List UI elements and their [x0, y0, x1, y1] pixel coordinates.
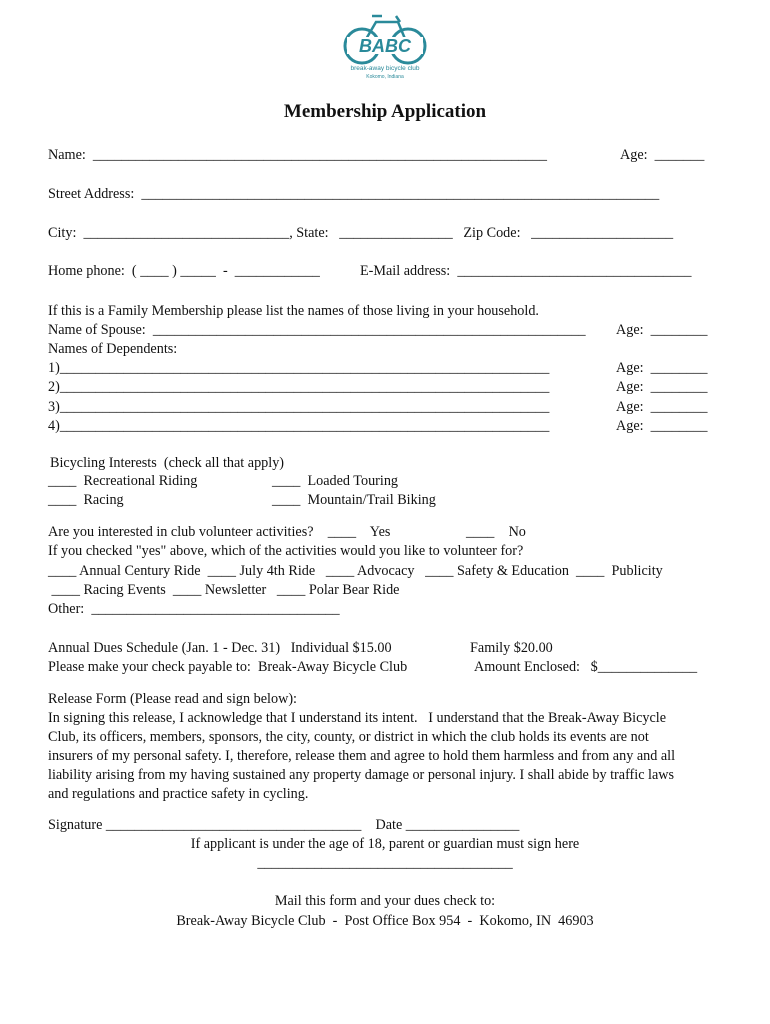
- dependent-4-field[interactable]: 4)_____________________________________________________________________: [48, 418, 550, 434]
- dependent-3-age-field[interactable]: Age: ________: [616, 399, 708, 415]
- dues-family: Family $20.00: [470, 640, 553, 656]
- release-text-line: Club, its officers, members, sponsors, the city, county, or district in which the club holds its events are not: [48, 729, 649, 745]
- dependent-4-age-field[interactable]: Age: ________: [616, 418, 708, 434]
- club-logo: [336, 12, 436, 82]
- dependent-3-field[interactable]: 3)_____________________________________________________________________: [48, 399, 550, 415]
- signature-date-field[interactable]: Signature ____________________________________ Date ________________: [48, 817, 520, 833]
- release-text-line: and regulations and practice safety in cycling.: [48, 786, 309, 802]
- interest-racing[interactable]: ____ Racing: [48, 492, 124, 508]
- logo-location: Kokomo, Indiana: [366, 74, 404, 80]
- release-text-line: insurers of my personal safety. I, therefore, release them and agree to hold them harmless and from any and all: [48, 748, 676, 764]
- volunteer-other-field[interactable]: Other: ___________________________________: [48, 601, 340, 617]
- release-text-line: In signing this release, I acknowledge that I understand its intent. I understand that the Break-Away Bicycle: [48, 710, 667, 726]
- dependent-1-field[interactable]: 1)_____________________________________________________________________: [48, 360, 550, 376]
- mailing-address: Break-Away Bicycle Club - Post Office Box 954 - Kokomo, IN 46903: [176, 913, 594, 929]
- street-address-field[interactable]: Street Address: _________________________________________________________________________: [48, 186, 660, 202]
- release-heading: Release Form (Please read and sign below):: [48, 691, 297, 707]
- volunteer-followup: If you checked "yes" above, which of the activities would you like to volunteer for?: [48, 543, 524, 559]
- email-field[interactable]: E-Mail address: _________________________________: [360, 263, 692, 279]
- dependents-label: Names of Dependents:: [48, 341, 178, 357]
- family-intro: If this is a Family Membership please list the names of those living in your household.: [48, 303, 539, 319]
- logo-club-name: break-away bicycle club: [350, 65, 420, 72]
- page-title: Membership Application: [283, 101, 487, 122]
- dependent-1-age-field[interactable]: Age: ________: [616, 360, 708, 376]
- dues-schedule: Annual Dues Schedule (Jan. 1 - Dec. 31) Individual $15.00: [48, 640, 392, 656]
- volunteer-activities-row-1[interactable]: ____ Annual Century Ride ____ July 4th Ride ____ Advocacy ____ Safety & Education ____ Publicity: [48, 563, 663, 579]
- volunteer-no-option[interactable]: ____ No: [466, 524, 526, 540]
- home-phone-field[interactable]: Home phone: ( ____ ) _____ - ____________: [48, 263, 320, 279]
- spouse-age-field[interactable]: Age: ________: [616, 322, 708, 338]
- dependent-2-field[interactable]: 2)_____________________________________________________________________: [48, 379, 550, 395]
- interest-loaded-touring[interactable]: ____ Loaded Touring: [272, 473, 399, 489]
- dependent-2-age-field[interactable]: Age: ________: [616, 379, 708, 395]
- interest-mountain-trail-biking[interactable]: ____ Mountain/Trail Biking: [272, 492, 436, 508]
- volunteer-question[interactable]: Are you interested in club volunteer activities? ____ Yes: [48, 524, 391, 540]
- interests-heading: Bicycling Interests (check all that apply): [50, 455, 285, 471]
- amount-enclosed-field[interactable]: Amount Enclosed: $______________: [474, 659, 698, 675]
- bicycle-logo-icon: [336, 12, 436, 82]
- interest-recreational-riding[interactable]: ____ Recreational Riding: [48, 473, 198, 489]
- spouse-field[interactable]: Name of Spouse: _____________________________________________________________: [48, 322, 586, 338]
- age-field[interactable]: Age: _______: [620, 147, 705, 163]
- volunteer-activities-row-2[interactable]: ____ Racing Events ____ Newsletter ____ Polar Bear Ride: [48, 582, 400, 598]
- guardian-note: If applicant is under the age of 18, parent or guardian must sign here: [190, 836, 580, 852]
- name-field[interactable]: Name: ________________________________________________________________: [48, 147, 547, 163]
- check-payable: Please make your check payable to: Break-Away Bicycle Club: [48, 659, 408, 675]
- mail-instructions: Mail this form and your dues check to:: [274, 893, 496, 909]
- guardian-signature-field[interactable]: ____________________________________: [257, 855, 513, 871]
- city-state-zip-field[interactable]: City: _____________________________, State: ________________ Zip Code: ____________________: [48, 225, 674, 241]
- logo-initials: BABC: [359, 36, 411, 56]
- release-text-line: liability arising from my having sustained any property damage or personal injury. I shall abide by traffic laws: [48, 767, 675, 783]
